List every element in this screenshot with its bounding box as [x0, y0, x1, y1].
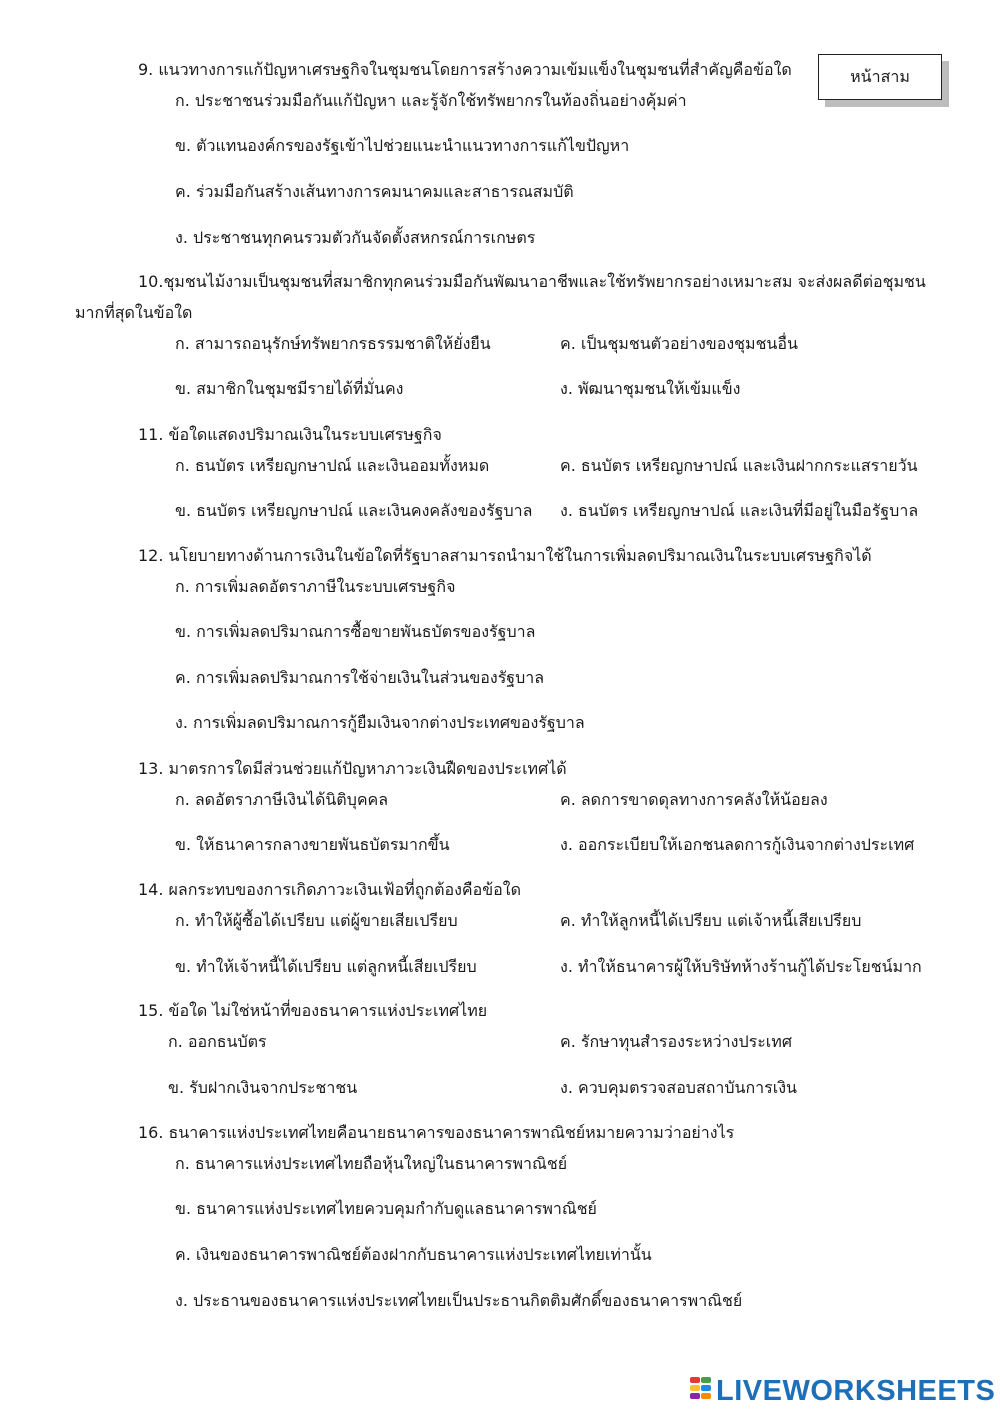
question-14-option-c: ค. ทำให้ลูกหนี้ได้เปรียบ แต่เจ้าหนี้เสียเปรียบ [560, 911, 862, 930]
question-11-option-a: ก. ธนบัตร เหรียญกษาปณ์ และเงินออมทั้งหมด [175, 456, 490, 475]
question-9-option-d: ง. ประชาชนทุกคนรวมตัวกันจัดตั้งสหกรณ์การเกษตร [175, 228, 536, 247]
question-12-option-d: ง. การเพิ่มลดปริมาณการกู้ยืมเงินจากต่างประเทศของรัฐบาล [175, 713, 585, 732]
question-10-option-d: ง. พัฒนาชุมชนให้เข้มแข็ง [560, 379, 741, 398]
question-16-option-d: ง. ประธานของธนาคารแห่งประเทศไทยเป็นประธานกิตติมศักดิ์ของธนาคารพาณิชย์ [175, 1291, 743, 1310]
question-15-option-c: ค. รักษาทุนสำรองระหว่างประเทศ [560, 1032, 792, 1051]
question-13-option-c: ค. ลดการขาดดุลทางการคลังให้น้อยลง [560, 790, 828, 809]
question-9-option-b: ข. ตัวแทนองค์กรของรัฐเข้าไปช่วยแนะนำแนวทางการแก้ไขปัญหา [175, 136, 630, 155]
question-13-option-a: ก. ลดอัตราภาษีเงินได้นิติบุคคล [175, 790, 389, 809]
question-11-option-b: ข. ธนบัตร เหรียญกษาปณ์ และเงินคงคลังของรัฐบาล [175, 501, 533, 520]
question-12-option-a: ก. การเพิ่มลดอัตราภาษีในระบบเศรษฐกิจ [175, 577, 456, 596]
question-14-option-d: ง. ทำให้ธนาคารผู้ให้บริษัทห้างร้านกู้ได้ประโยชน์มาก [560, 957, 922, 976]
question-10-stem-line1: 10.ชุมชนไม้งามเป็นชุมชนที่สมาชิกทุกคนร่วมมือกันพัฒนาอาชีพและใช้ทรัพยากรอย่างเหมาะสม จะส่งผลดีต่อชุมชน [138, 272, 926, 291]
question-9-option-a: ก. ประชาชนร่วมมือกันแก้ปัญหา และรู้จักใช้ทรัพยากรในท้องถิ่นอย่างคุ้มค่า [175, 91, 687, 110]
liveworksheets-logo[interactable] [690, 1374, 995, 1408]
question-14-option-a: ก. ทำให้ผู้ซื้อได้เปรียบ แต่ผู้ขายเสียเปรียบ [175, 911, 458, 930]
question-10-option-c: ค. เป็นชุมชนตัวอย่างของชุมชนอื่น [560, 334, 798, 353]
question-13-option-d: ง. ออกระเบียบให้เอกชนลดการกู้เงินจากต่างประเทศ [560, 835, 915, 854]
question-14-option-b: ข. ทำให้เจ้าหนี้ได้เปรียบ แต่ลูกหนี้เสียเปรียบ [175, 957, 477, 976]
question-11-option-c: ค. ธนบัตร เหรียญกษาปณ์ และเงินฝากกระแสรายวัน [560, 456, 918, 475]
logo-text: LIVEWORKSHEETS [716, 1374, 996, 1407]
question-16-option-c: ค. เงินของธนาคารพาณิชย์ต้องฝากกับธนาคารแห่งประเทศไทยเท่านั้น [175, 1245, 652, 1264]
question-10-stem-line2: มากที่สุดในข้อใด [75, 303, 193, 322]
question-16-option-a: ก. ธนาคารแห่งประเทศไทยถือหุ้นใหญ่ในธนาคารพาณิชย์ [175, 1154, 568, 1173]
question-16-option-b: ข. ธนาคารแห่งประเทศไทยควบคุมกำกับดูแลธนาคารพาณิชย์ [175, 1199, 597, 1218]
question-9-stem: 9. แนวทางการแก้ปัญหาเศรษฐกิจในชุมชนโดยการสร้างความเข้มแข็งในชุมชนที่สำคัญคือข้อใด [138, 60, 792, 79]
question-14-stem: 14. ผลกระทบของการเกิดภาวะเงินเฟ้อที่ถูกต้องคือข้อใด [138, 880, 521, 899]
question-13-stem: 13. มาตรการใดมีส่วนช่วยแก้ปัญหาภาวะเงินฝืดของประเทศได้ [138, 759, 567, 778]
page-label: หน้าสาม [850, 66, 910, 86]
question-12-option-b: ข. การเพิ่มลดปริมาณการซื้อขายพันธบัตรของรัฐบาล [175, 622, 536, 641]
question-15-option-d: ง. ควบคุมตรวจสอบสถาบันการเงิน [560, 1078, 797, 1097]
question-9-option-c: ค. ร่วมมือกันสร้างเส้นทางการคมนาคมและสาธารณสมบัติ [175, 182, 574, 201]
logo-mark-icon [690, 1377, 712, 1405]
question-12-stem: 12. นโยบายทางด้านการเงินในข้อใดที่รัฐบาลสามารถนำมาใช้ในการเพิ่มลดปริมาณเงินในระบบเศรษฐกิจได้ [138, 546, 872, 565]
question-15-option-b: ข. รับฝากเงินจากประชาชน [168, 1078, 358, 1097]
question-15-stem: 15. ข้อใด ไม่ใช่หน้าที่ของธนาคารแห่งประเทศไทย [138, 1001, 488, 1020]
question-13-option-b: ข. ให้ธนาคารกลางขายพันธบัตรมากขึ้น [175, 835, 450, 854]
question-10-option-a: ก. สามารถอนุรักษ์ทรัพยากรธรรมชาติให้ยั่งยืน [175, 334, 491, 353]
question-11-stem: 11. ข้อใดแสดงปริมาณเงินในระบบเศรษฐกิจ [138, 425, 442, 444]
question-16-stem: 16. ธนาคารแห่งประเทศไทยคือนายธนาคารของธนาคารพาณิชย์หมายความว่าอย่างไร [138, 1123, 735, 1142]
question-10-option-b: ข. สมาชิกในชุมชมีรายได้ที่มั่นคง [175, 379, 404, 398]
question-15-option-a: ก. ออกธนบัตร [168, 1032, 267, 1051]
question-11-option-d: ง. ธนบัตร เหรียญกษาปณ์ และเงินที่มีอยู่ในมือรัฐบาล [560, 501, 919, 520]
question-12-option-c: ค. การเพิ่มลดปริมาณการใช้จ่ายเงินในส่วนของรัฐบาล [175, 668, 545, 687]
page-label-box [818, 54, 942, 100]
